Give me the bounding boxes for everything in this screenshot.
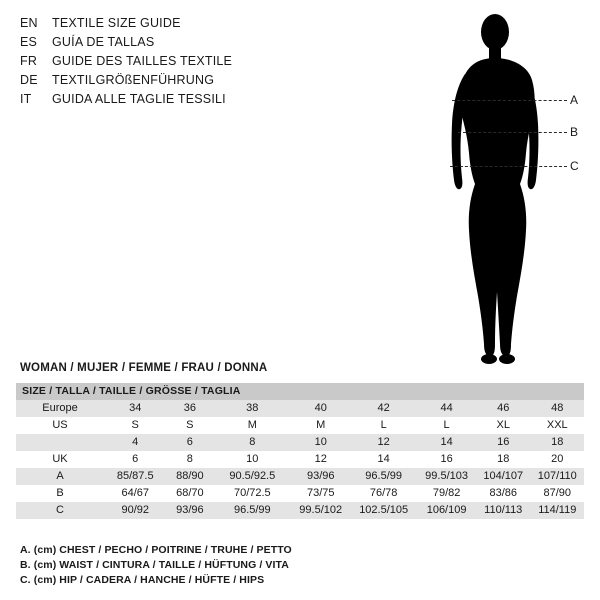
table-row	[16, 502, 584, 519]
size-table-head	[16, 383, 584, 400]
table-cell: XXL	[531, 417, 584, 434]
table-cell: S	[166, 417, 213, 434]
table-cell: 106/109	[417, 502, 476, 519]
table-cell: 90/92	[104, 502, 166, 519]
table-cell: 12	[350, 434, 417, 451]
language-code: FR	[20, 54, 38, 68]
guide-line-b	[458, 132, 567, 133]
table-cell: 6	[104, 451, 166, 468]
table-cell: L	[350, 417, 417, 434]
size-table-header-label: SIZE / TALLA / TAILLE / GRÖSSE / TAGLIA	[16, 383, 291, 400]
language-row	[20, 92, 320, 111]
table-cell: 85/87.5	[104, 468, 166, 485]
table-header-row	[16, 383, 584, 400]
table-cell: 110/113	[476, 502, 531, 519]
table-cell: 68/70	[166, 485, 213, 502]
row-label: B	[16, 485, 104, 502]
table-cell: 104/107	[476, 468, 531, 485]
language-text: TEXTILGRÖßENFÜHRUNG	[52, 73, 215, 87]
table-cell: L	[417, 417, 476, 434]
table-cell: 8	[213, 434, 291, 451]
table-cell: 12	[291, 451, 350, 468]
guide-label-b: B	[570, 125, 579, 139]
table-cell: 96.5/99	[213, 502, 291, 519]
table-cell: 107/110	[531, 468, 584, 485]
table-cell: 73/75	[291, 485, 350, 502]
row-label: Europe	[16, 400, 104, 417]
language-row	[20, 16, 320, 35]
row-label: UK	[16, 451, 104, 468]
guide-label-c: C	[570, 159, 579, 173]
language-text: GUIDA ALLE TAGLIE TESSILI	[52, 92, 226, 106]
table-cell: XL	[476, 417, 531, 434]
table-row	[16, 468, 584, 485]
table-cell: 90.5/92.5	[213, 468, 291, 485]
table-cell: 88/90	[166, 468, 213, 485]
table-cell: 102.5/105	[350, 502, 417, 519]
row-label: US	[16, 417, 104, 434]
guide-label-a: A	[570, 93, 579, 107]
table-row	[16, 417, 584, 434]
table-cell: 16	[417, 451, 476, 468]
table-row	[16, 485, 584, 502]
table-cell: 10	[213, 451, 291, 468]
table-cell: 34	[104, 400, 166, 417]
table-cell: 96.5/99	[350, 468, 417, 485]
table-cell: M	[291, 417, 350, 434]
language-code: IT	[20, 92, 32, 106]
table-cell: 4	[104, 434, 166, 451]
language-text: TEXTILE SIZE GUIDE	[52, 16, 181, 30]
female-body-silhouette-icon	[410, 8, 580, 368]
table-cell: 76/78	[350, 485, 417, 502]
table-cell: 40	[291, 400, 350, 417]
table-cell: 14	[350, 451, 417, 468]
language-text: GUIDE DES TAILLES TEXTILE	[52, 54, 233, 68]
table-row	[16, 434, 584, 451]
language-code: DE	[20, 73, 38, 87]
table-cell: 18	[476, 451, 531, 468]
language-row	[20, 73, 320, 92]
guide-line-c	[450, 166, 567, 167]
table-cell: 99.5/102	[291, 502, 350, 519]
table-cell: S	[104, 417, 166, 434]
row-label: A	[16, 468, 104, 485]
table-row	[16, 400, 584, 417]
table-row	[16, 451, 584, 468]
table-cell: 8	[166, 451, 213, 468]
legend-line-a: A. (cm) CHEST / PECHO / POITRINE / TRUHE / PETTO	[20, 544, 292, 556]
table-cell: 10	[291, 434, 350, 451]
table-cell: 36	[166, 400, 213, 417]
language-text: GUÍA DE TALLAS	[52, 35, 155, 49]
table-cell: 87/90	[531, 485, 584, 502]
table-cell: 64/67	[104, 485, 166, 502]
language-code: ES	[20, 35, 38, 49]
row-label: C	[16, 502, 104, 519]
guide-line-a	[452, 100, 567, 101]
table-cell: 16	[476, 434, 531, 451]
table-cell: 18	[531, 434, 584, 451]
table-cell: 70/72.5	[213, 485, 291, 502]
table-cell: 79/82	[417, 485, 476, 502]
table-cell: 6	[166, 434, 213, 451]
table-cell: 46	[476, 400, 531, 417]
section-title-woman: WOMAN / MUJER / FEMME / FRAU / DONNA	[20, 362, 268, 374]
table-cell: 93/96	[166, 502, 213, 519]
table-cell: 20	[531, 451, 584, 468]
table-cell: 93/96	[291, 468, 350, 485]
table-cell: M	[213, 417, 291, 434]
legend-line-b: B. (cm) WAIST / CINTURA / TAILLE / HÜFTUNG / VITA	[20, 559, 289, 571]
table-cell: 83/86	[476, 485, 531, 502]
language-row	[20, 35, 320, 54]
row-label	[16, 434, 104, 451]
table-cell: 14	[417, 434, 476, 451]
table-cell: 44	[417, 400, 476, 417]
table-cell: 114/119	[531, 502, 584, 519]
language-title-block	[20, 16, 320, 111]
legend-line-c: C. (cm) HIP / CADERA / HANCHE / HÜFTE / HIPS	[20, 574, 265, 586]
size-table-header-blank	[291, 383, 584, 400]
language-code: EN	[20, 16, 38, 30]
language-row	[20, 54, 320, 73]
table-cell: 48	[531, 400, 584, 417]
size-table	[16, 383, 584, 519]
measurement-legend	[20, 543, 580, 588]
table-cell: 38	[213, 400, 291, 417]
size-table-body	[16, 400, 584, 519]
body-figure-area	[400, 8, 590, 368]
table-cell: 42	[350, 400, 417, 417]
table-cell: 99.5/103	[417, 468, 476, 485]
